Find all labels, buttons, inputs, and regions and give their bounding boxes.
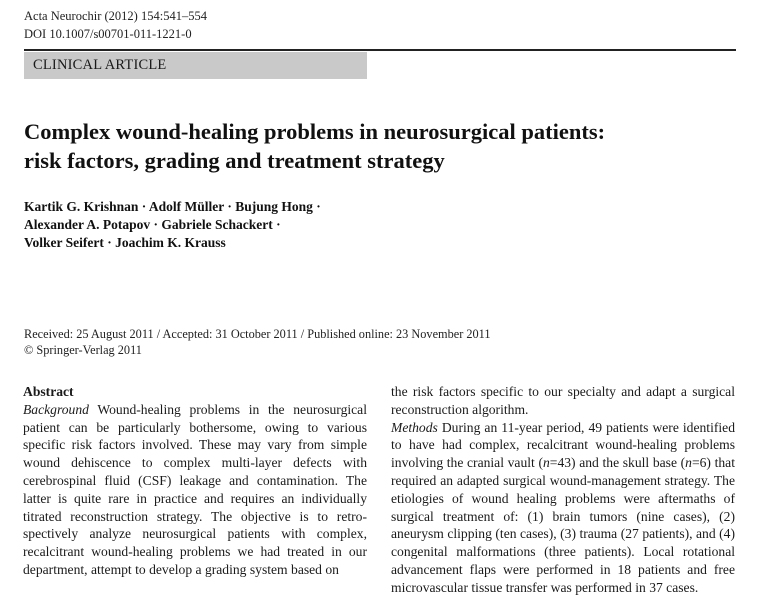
- publication-dates: [24, 326, 491, 358]
- journal-reference: Acta Neurochir (2012) 154:541–554: [24, 9, 207, 23]
- methods-text-1: During an 11-year period, 49 patients were identified to have had complex, recalcitrant wound-healing problems involving the cranial vault (: [391, 419, 735, 471]
- author-list: [24, 198, 321, 252]
- title-line-2: risk factors, grading and treatment strategy: [24, 148, 445, 173]
- copyright: © Springer-Verlag 2011: [24, 343, 142, 357]
- abstract-heading: Abstract: [23, 384, 74, 399]
- n-symbol: n: [685, 455, 692, 471]
- methods-label: Methods: [391, 419, 438, 435]
- background-label: Background: [23, 401, 89, 417]
- header-rule: [24, 49, 736, 51]
- article-type-banner: [24, 52, 367, 79]
- abstract-right-column: [391, 383, 735, 597]
- doi: DOI 10.1007/s00701-011-1221-0: [24, 27, 192, 41]
- article-type-label: CLINICAL ARTICLE: [33, 57, 167, 73]
- background-text: Wound-healing problems in the neurosurgical patient can be particularly bothersome, owing to various specific risk factors involved. These may vary from simple wound dehiscence to complex multi-layer defects with cerebrospinal fluid (CSF) leakage and contamination. The latter is quite rare in practice and requires an individually titrated reconstruction strategy. The objective is to retro-spectively analyze neurosurgical patients with complex, recalcitrant wound-healing problems we had treated in our department, attempt to develop a grading system based on: [23, 401, 367, 577]
- authors-line-2: Alexander A. Potapov · Gabriele Schackert ·: [24, 217, 281, 232]
- title-line-1: Complex wound-healing problems in neurosurgical patients:: [24, 119, 606, 144]
- abstract-background-paragraph: [23, 401, 367, 579]
- methods-text-2: =43) and the skull base (: [549, 455, 686, 471]
- abstract-methods-paragraph: [391, 419, 735, 597]
- abstract-left-column: [23, 383, 367, 579]
- methods-text-3: =6) that required an adapted surgical wound-management strategy. The etiologies of wound healing problems were aftermaths of surgical treatment of: (1) brain tumors (nine cases), (2) aneurysm clipping (ten cases), (3) trauma (27 patients), and (4) congenital malformations (three patients). Local rotational advancement flaps were performed in 18 patients and free microvascular tissue transfer was performed in 37 cases.: [391, 455, 735, 595]
- n-symbol: n: [543, 455, 550, 471]
- article-title: [24, 117, 736, 175]
- authors-line-3: Volker Seifert · Joachim K. Krauss: [24, 235, 226, 250]
- abstract-continuation: the risk factors specific to our specialty and adapt a surgical reconstruction algorithm.: [391, 384, 735, 417]
- date-history: Received: 25 August 2011 / Accepted: 31 October 2011 / Published online: 23 November 2011: [24, 327, 491, 341]
- authors-line-1: Kartik G. Krishnan · Adolf Müller · Bujung Hong ·: [24, 199, 321, 214]
